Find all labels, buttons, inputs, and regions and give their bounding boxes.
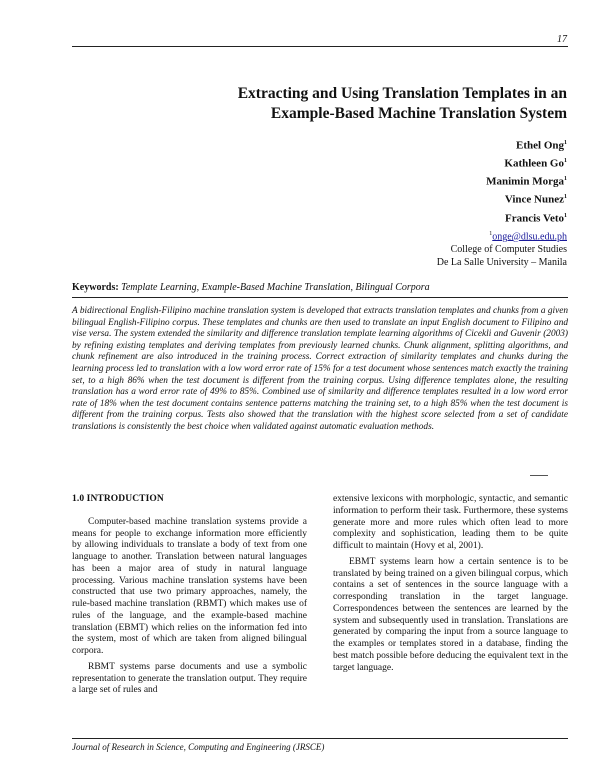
author: Manimin Morga$^1$	[486, 175, 567, 188]
title-line-1: Extracting and Using Translation Templates in an	[237, 85, 567, 102]
page-number: 17	[557, 34, 567, 45]
paper-title	[238, 84, 567, 124]
header-rule	[72, 46, 568, 47]
university: De La Salle University – Manila	[436, 257, 567, 269]
author: Francis Veto$^1$	[505, 212, 567, 225]
author-list	[486, 136, 567, 227]
paragraph: EBMT systems learn how a certain sentence is to be translated by being trained on a given bilingual corpus, which contains a set of sentences in the source language with a corresponding translation in the target language. Correspondences between the sentences are learned by the system and subsequently used in translation. Translations are generated by comparing the input from a source language to the examples or templates stored in a database, finding the best match possible before deducing the equivalent text in the target language.	[333, 556, 568, 673]
keywords-label: Keywords:	[72, 282, 119, 293]
abstract: A bidirectional English-Filipino machine translation system is developed that extracts translation templates and chunks from a given bilingual English-Filipino corpus. These templates and chunks are then used to translate an input English document to Filipino and vise versa. The system extended the similarity and difference translation template learning algorithms of Cicekli and Guvenir (2003) by refining existing templates and deriving templates from previously learned chunks. Chunk alignment, splitting algorithms, and chunk refinement are also introduced in the training process. Correct extraction of similarity templates and chunks during the learning process led to translation with a low word error rate of 15% for a test document whose sentences match exactly the training set, to a high 86% when the test document is different from the training corpus. Using difference templates alone, the resulting translation has a word error rate of 49% to 85%. Combined use of similarity and difference templates resulted in a low word error rate of 18% when the test document contains sentence patterns matching the training set, to a high 85% when the test document is different from the training corpus. Tests also showed that the translation with the highest score selected from a set of candidate translations is consistently the best choice when validated against automatic evaluation methods.	[72, 306, 568, 432]
left-column	[72, 494, 307, 701]
journal-footer: Journal of Research in Science, Computing and Engineering (JRSCE)	[72, 742, 325, 752]
footer-rule	[72, 738, 568, 739]
author: Kathleen Go$^1$	[504, 157, 567, 170]
keywords-text: Template Learning, Example-Based Machine Translation, Bilingual Corpora	[121, 282, 430, 293]
email-link[interactable]: onge@dlsu.edu.ph	[492, 231, 567, 243]
author: Ethel Ong$^1$	[516, 139, 567, 152]
title-line-2: Example-Based Machine Translation System	[270, 105, 567, 122]
section-heading: 1.0 INTRODUCTION	[72, 494, 164, 504]
author: Vince Nunez$^1$	[504, 194, 567, 207]
paragraph: RBMT systems parse documents and use a symbolic representation to generate the translation output. They require a large set of rules and	[72, 661, 307, 696]
paragraph: Computer-based machine translation systems provide a means for people to exchange information more efficiently by allowing individuals to translate a body of text from one language to another. Translation between natural languages has been a major area of study in natural language processing. Various machine translation systems have been constructed that use two primary approaches, namely, the rule-based machine translation (RBMT) which makes use of rules of the language, and the example-based machine translation (EBMT) which relies on the information fed into the system, most of which are taken from aligned bilingual corpora.	[72, 516, 307, 656]
department: College of Computer Studies	[450, 244, 567, 256]
abstract-end-rule	[530, 475, 548, 476]
right-column	[333, 494, 568, 678]
affiliation-marker: 1	[489, 231, 493, 237]
keywords	[72, 281, 568, 298]
paragraph: extensive lexicons with morphologic, syntactic, and semantic information to perform their task. Furthermore, these systems generate more and more rules which often lead to more complexity and sophistication, leading them to be quite difficult to maintain (Hovy et al, 2001).	[333, 494, 568, 551]
affiliation	[437, 228, 567, 269]
